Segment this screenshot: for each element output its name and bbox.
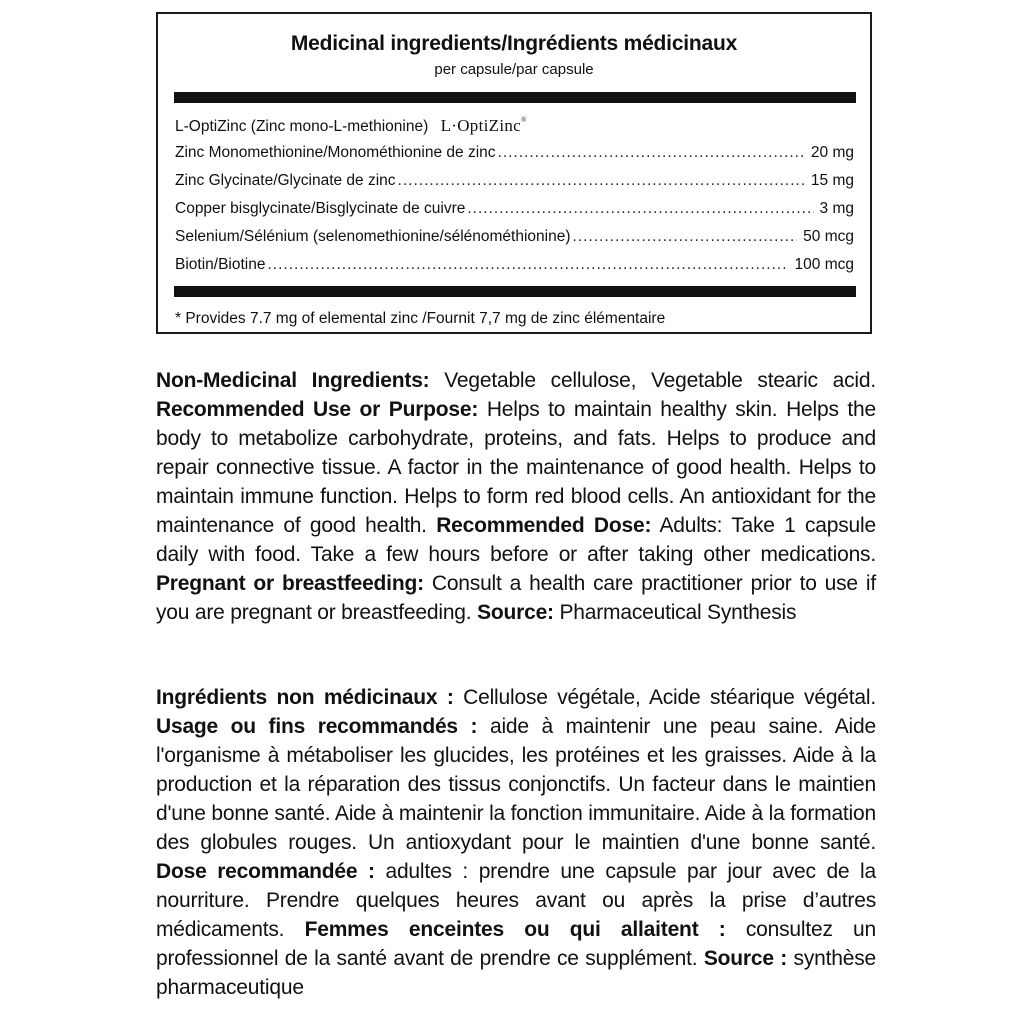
ingredient-amount: 20 mg: [810, 144, 854, 161]
panel-subtitle: per capsule/par capsule: [434, 61, 594, 78]
dose-text-fr: adultes : prendre une capsule par jour avec de la nourriture. Prendre quelques heures avant ou après la prise d’autres médicaments.: [156, 860, 876, 941]
nonmed-text-fr: Cellulose végétale, Acide stéarique végétal.: [453, 686, 876, 709]
ingredient-name: Biotin/Biotine: [175, 256, 266, 273]
source-heading-en: Source:: [477, 601, 554, 624]
nonmed-text-en: Vegetable cellulose, Vegetable stearic acid.: [429, 369, 876, 392]
nonmed-heading-en: Non-Medicinal Ingredients:: [156, 369, 430, 392]
ingredient-amount: 100 mcg: [794, 256, 854, 273]
ingredient-row: [175, 256, 854, 278]
pregnancy-heading-en: Pregnant or breastfeeding:: [156, 572, 424, 595]
pregnancy-text-en: Consult a health care practitioner prior to use if you are pregnant or breastfeeding.: [156, 572, 876, 624]
nonmed-heading-fr: Ingrédients non médicinaux :: [156, 686, 454, 709]
dot-leader: [467, 200, 813, 218]
dot-leader: [573, 228, 798, 246]
panel-title: Medicinal ingredients/Ingrédients médicinaux: [290, 32, 738, 55]
dose-text-en: Adults: Take 1 capsule daily with food. Take a few hours before or after taking other medications.: [156, 514, 876, 566]
use-text-fr: aide à maintenir une peau saine. Aide l'organisme à métaboliser les glucides, les protéines et les graisses. Aide à la production et la réparation des tissus conjonctifs. Un facteur dans le maintien d'une bonne santé. Aide à maintenir la fonction immunitaire. Aide à la formation des globules rouges. Un antioxydant pour le maintien d'une bonne santé.: [156, 715, 876, 854]
ingredient-name: Zinc Monomethionine/Monométhionine de zinc: [175, 144, 496, 161]
medicinal-ingredients-panel: [156, 12, 872, 334]
ingredient-row: [175, 228, 854, 250]
dose-heading-fr: Dose recommandée :: [156, 860, 375, 883]
elemental-zinc-footnote: * Provides 7.7 mg of elemental zinc /Fournit 7,7 mg de zinc élémentaire: [175, 310, 666, 327]
pregnancy-heading-fr: Femmes enceintes ou qui allaitent :: [304, 918, 726, 941]
source-text-fr: synthèse pharmaceutique: [156, 947, 877, 999]
top-divider-bar: [174, 92, 856, 103]
use-heading-en: Recommended Use or Purpose:: [156, 398, 479, 421]
ingredient-name: Zinc Glycinate/Glycinate de zinc: [175, 172, 396, 189]
dot-leader: [498, 144, 805, 162]
use-text-en: Helps to maintain healthy skin. Helps the body to metabolize carbohydrate, proteins, and fats. Helps to produce and repair connective tissue. A factor in the maintenance of good health. Helps to maintain immune function. Helps to form red blood cells. An antioxidant for the maintenance of good health.: [156, 398, 876, 537]
bottom-divider-bar: [174, 286, 856, 297]
english-label-text: [156, 366, 876, 627]
dot-leader: [267, 256, 788, 274]
ingredient-amount: 50 mcg: [803, 228, 854, 245]
ingredient-name: Copper bisglycinate/Bisglycinate de cuivre: [175, 200, 466, 217]
ingredient-name: Selenium/Sélénium (selenomethionine/sélénométhionine): [175, 228, 571, 245]
brand-ingredient-name: L-OptiZinc (Zinc mono-L-methionine): [175, 118, 429, 135]
ingredient-amount: 15 mg: [810, 172, 854, 189]
dose-heading-en: Recommended Dose:: [436, 514, 652, 537]
optizinc-logo: L·OptiZinc®: [440, 116, 527, 135]
dot-leader: [398, 172, 805, 190]
french-label-text: [156, 683, 876, 1002]
source-heading-fr: Source :: [703, 947, 788, 970]
ingredient-amount: 3 mg: [819, 200, 854, 217]
ingredient-row: [175, 200, 854, 222]
use-heading-fr: Usage ou fins recommandés :: [156, 715, 478, 738]
ingredient-row: [175, 172, 854, 194]
ingredient-row: [175, 144, 854, 166]
pregnancy-text-fr: consultez un professionnel de la santé avant de prendre ce supplément.: [156, 918, 876, 970]
source-text-en: Pharmaceutical Synthesis: [553, 601, 797, 624]
brand-ingredient-row: [175, 116, 527, 136]
